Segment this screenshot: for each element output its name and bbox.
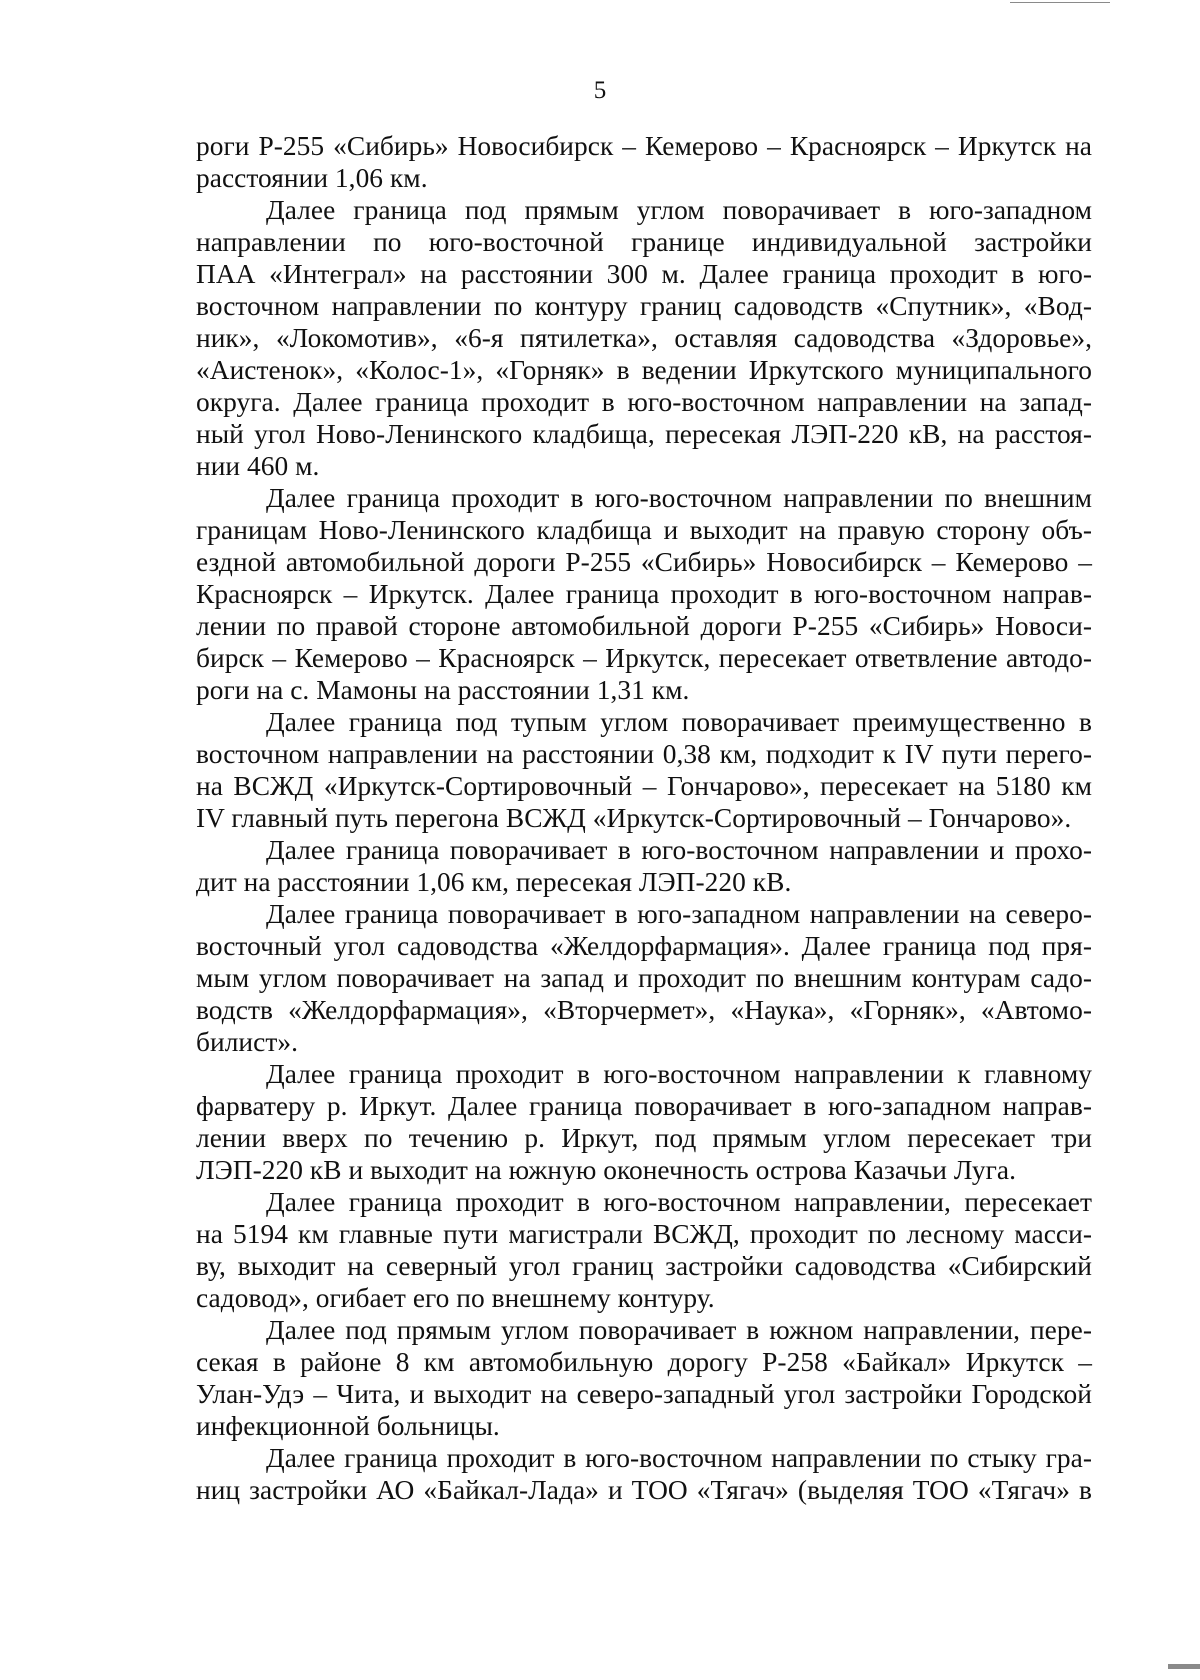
text-line: округа. Далее граница проходит в юго-восточном направлении на запад-: [196, 387, 1092, 417]
scan-corner-mark: [1168, 1664, 1200, 1669]
paragraph: [196, 1314, 1092, 1442]
text-line: «Аистенок», «Колос-1», «Горняк» в ведении Иркутского муниципального: [196, 355, 1092, 385]
text-line: восточном направлении по контуру границ садоводств «Спутник», «Вод-: [196, 291, 1092, 321]
text-line: ЛЭП-220 кВ и выходит на южную оконечность острова Казачьи Луга.: [196, 1155, 1016, 1185]
text-line: нии 460 м.: [196, 451, 320, 481]
text-line: Далее граница проходит в юго-восточном направлении по внешним: [266, 483, 1092, 513]
text-line: Далее граница проходит в юго-восточном направлении к главному: [266, 1059, 1092, 1089]
text-line: направлении по юго-восточной границе индивидуальной застройки: [196, 227, 1092, 257]
paragraph: [196, 194, 1092, 482]
text-line: восточном направлении на расстоянии 0,38 км, подходит к IV пути перего-: [196, 739, 1092, 769]
page-number: 5: [593, 77, 607, 104]
text-line: Далее граница поворачивает в юго-западном направлении на северо-: [266, 899, 1092, 929]
paragraph: [196, 834, 1092, 898]
text-line: IV главный путь перегона ВСЖД «Иркутск-Сортировочный – Гончарово».: [196, 803, 1072, 833]
text-line: ник», «Локомотив», «6-я пятилетка», оставляя садоводства «Здоровье»,: [196, 323, 1092, 353]
text-line: на ВСЖД «Иркутск-Сортировочный – Гончарово», пересекает на 5180 км: [196, 771, 1092, 801]
paragraph: [196, 1442, 1092, 1506]
text-line: ниц застройки АО «Байкал-Лада» и ТОО «Тягач» (выделяя ТОО «Тягач» в: [196, 1475, 1092, 1505]
text-line: Далее граница под прямым углом поворачивает в юго-западном: [266, 195, 1092, 225]
paragraph: [196, 898, 1092, 1058]
text-line: Далее граница проходит в юго-восточном направлении, пересекает: [266, 1187, 1092, 1217]
text-line: ездной автомобильной дороги Р-255 «Сибирь» Новосибирск – Кемерово –: [196, 547, 1092, 577]
text-line: границам Ново-Ленинского кладбища и выходит на правую сторону объ-: [196, 515, 1092, 545]
text-line: лении по правой стороне автомобильной дороги Р-255 «Сибирь» Новоси-: [196, 611, 1092, 641]
paragraph: [196, 482, 1092, 706]
paragraph: [196, 130, 1092, 194]
text-line: водств «Желдорфармация», «Вторчермет», «Наука», «Горняк», «Автомо-: [196, 995, 1092, 1025]
text-line: Далее граница поворачивает в юго-восточном направлении и прохо-: [266, 835, 1092, 865]
paragraph: [196, 1186, 1092, 1314]
text-line: билист».: [196, 1027, 298, 1057]
text-line: секая в районе 8 км автомобильную дорогу Р-258 «Байкал» Иркутск –: [196, 1347, 1092, 1377]
text-line: восточный угол садоводства «Желдорфармация». Далее граница под пря-: [196, 931, 1092, 961]
text-line: фарватеру р. Иркут. Далее граница поворачивает в юго-западном направ-: [196, 1091, 1092, 1121]
text-line: ПАА «Интеграл» на расстоянии 300 м. Далее граница проходит в юго-: [196, 259, 1092, 289]
text-line: Улан-Удэ – Чита, и выходит на северо-западный угол застройки Городской: [196, 1379, 1092, 1409]
text-line: садовод», огибает его по внешнему контуру.: [196, 1283, 715, 1313]
text-line: ный угол Ново-Ленинского кладбища, пересекая ЛЭП-220 кВ, на расстоя-: [196, 419, 1092, 449]
text-line: дит на расстоянии 1,06 км, пересекая ЛЭП-220 кВ.: [196, 867, 792, 897]
text-line: роги Р-255 «Сибирь» Новосибирск – Кемерово – Красноярск – Иркутск на: [196, 131, 1092, 161]
text-line: расстоянии 1,06 км.: [196, 163, 428, 193]
paragraph: [196, 706, 1092, 834]
text-line: инфекционной больницы.: [196, 1411, 500, 1441]
text-line: ву, выходит на северный угол границ застройки садоводства «Сибирский: [196, 1251, 1092, 1281]
text-line: Красноярск – Иркутск. Далее граница проходит в юго-восточном направ-: [196, 579, 1092, 609]
text-line: мым углом поворачивает на запад и проходит по внешним контурам садо-: [196, 963, 1092, 993]
text-line: Далее под прямым углом поворачивает в южном направлении, пере-: [266, 1315, 1092, 1345]
text-line: лении вверх по течению р. Иркут, под прямым углом пересекает три: [196, 1123, 1092, 1153]
body-text: [196, 130, 1092, 1506]
text-line: Далее граница проходит в юго-восточном направлении по стыку гра-: [266, 1443, 1092, 1473]
scan-edge-mark: [1010, 2, 1110, 3]
text-line: бирск – Кемерово – Красноярск – Иркутск, пересекает ответвление автодо-: [196, 643, 1092, 673]
text-line: на 5194 км главные пути магистрали ВСЖД, проходит по лесному масси-: [196, 1219, 1092, 1249]
text-line: Далее граница под тупым углом поворачивает преимущественно в: [266, 707, 1092, 737]
paragraph: [196, 1058, 1092, 1186]
text-line: роги на с. Мамоны на расстоянии 1,31 км.: [196, 675, 690, 705]
